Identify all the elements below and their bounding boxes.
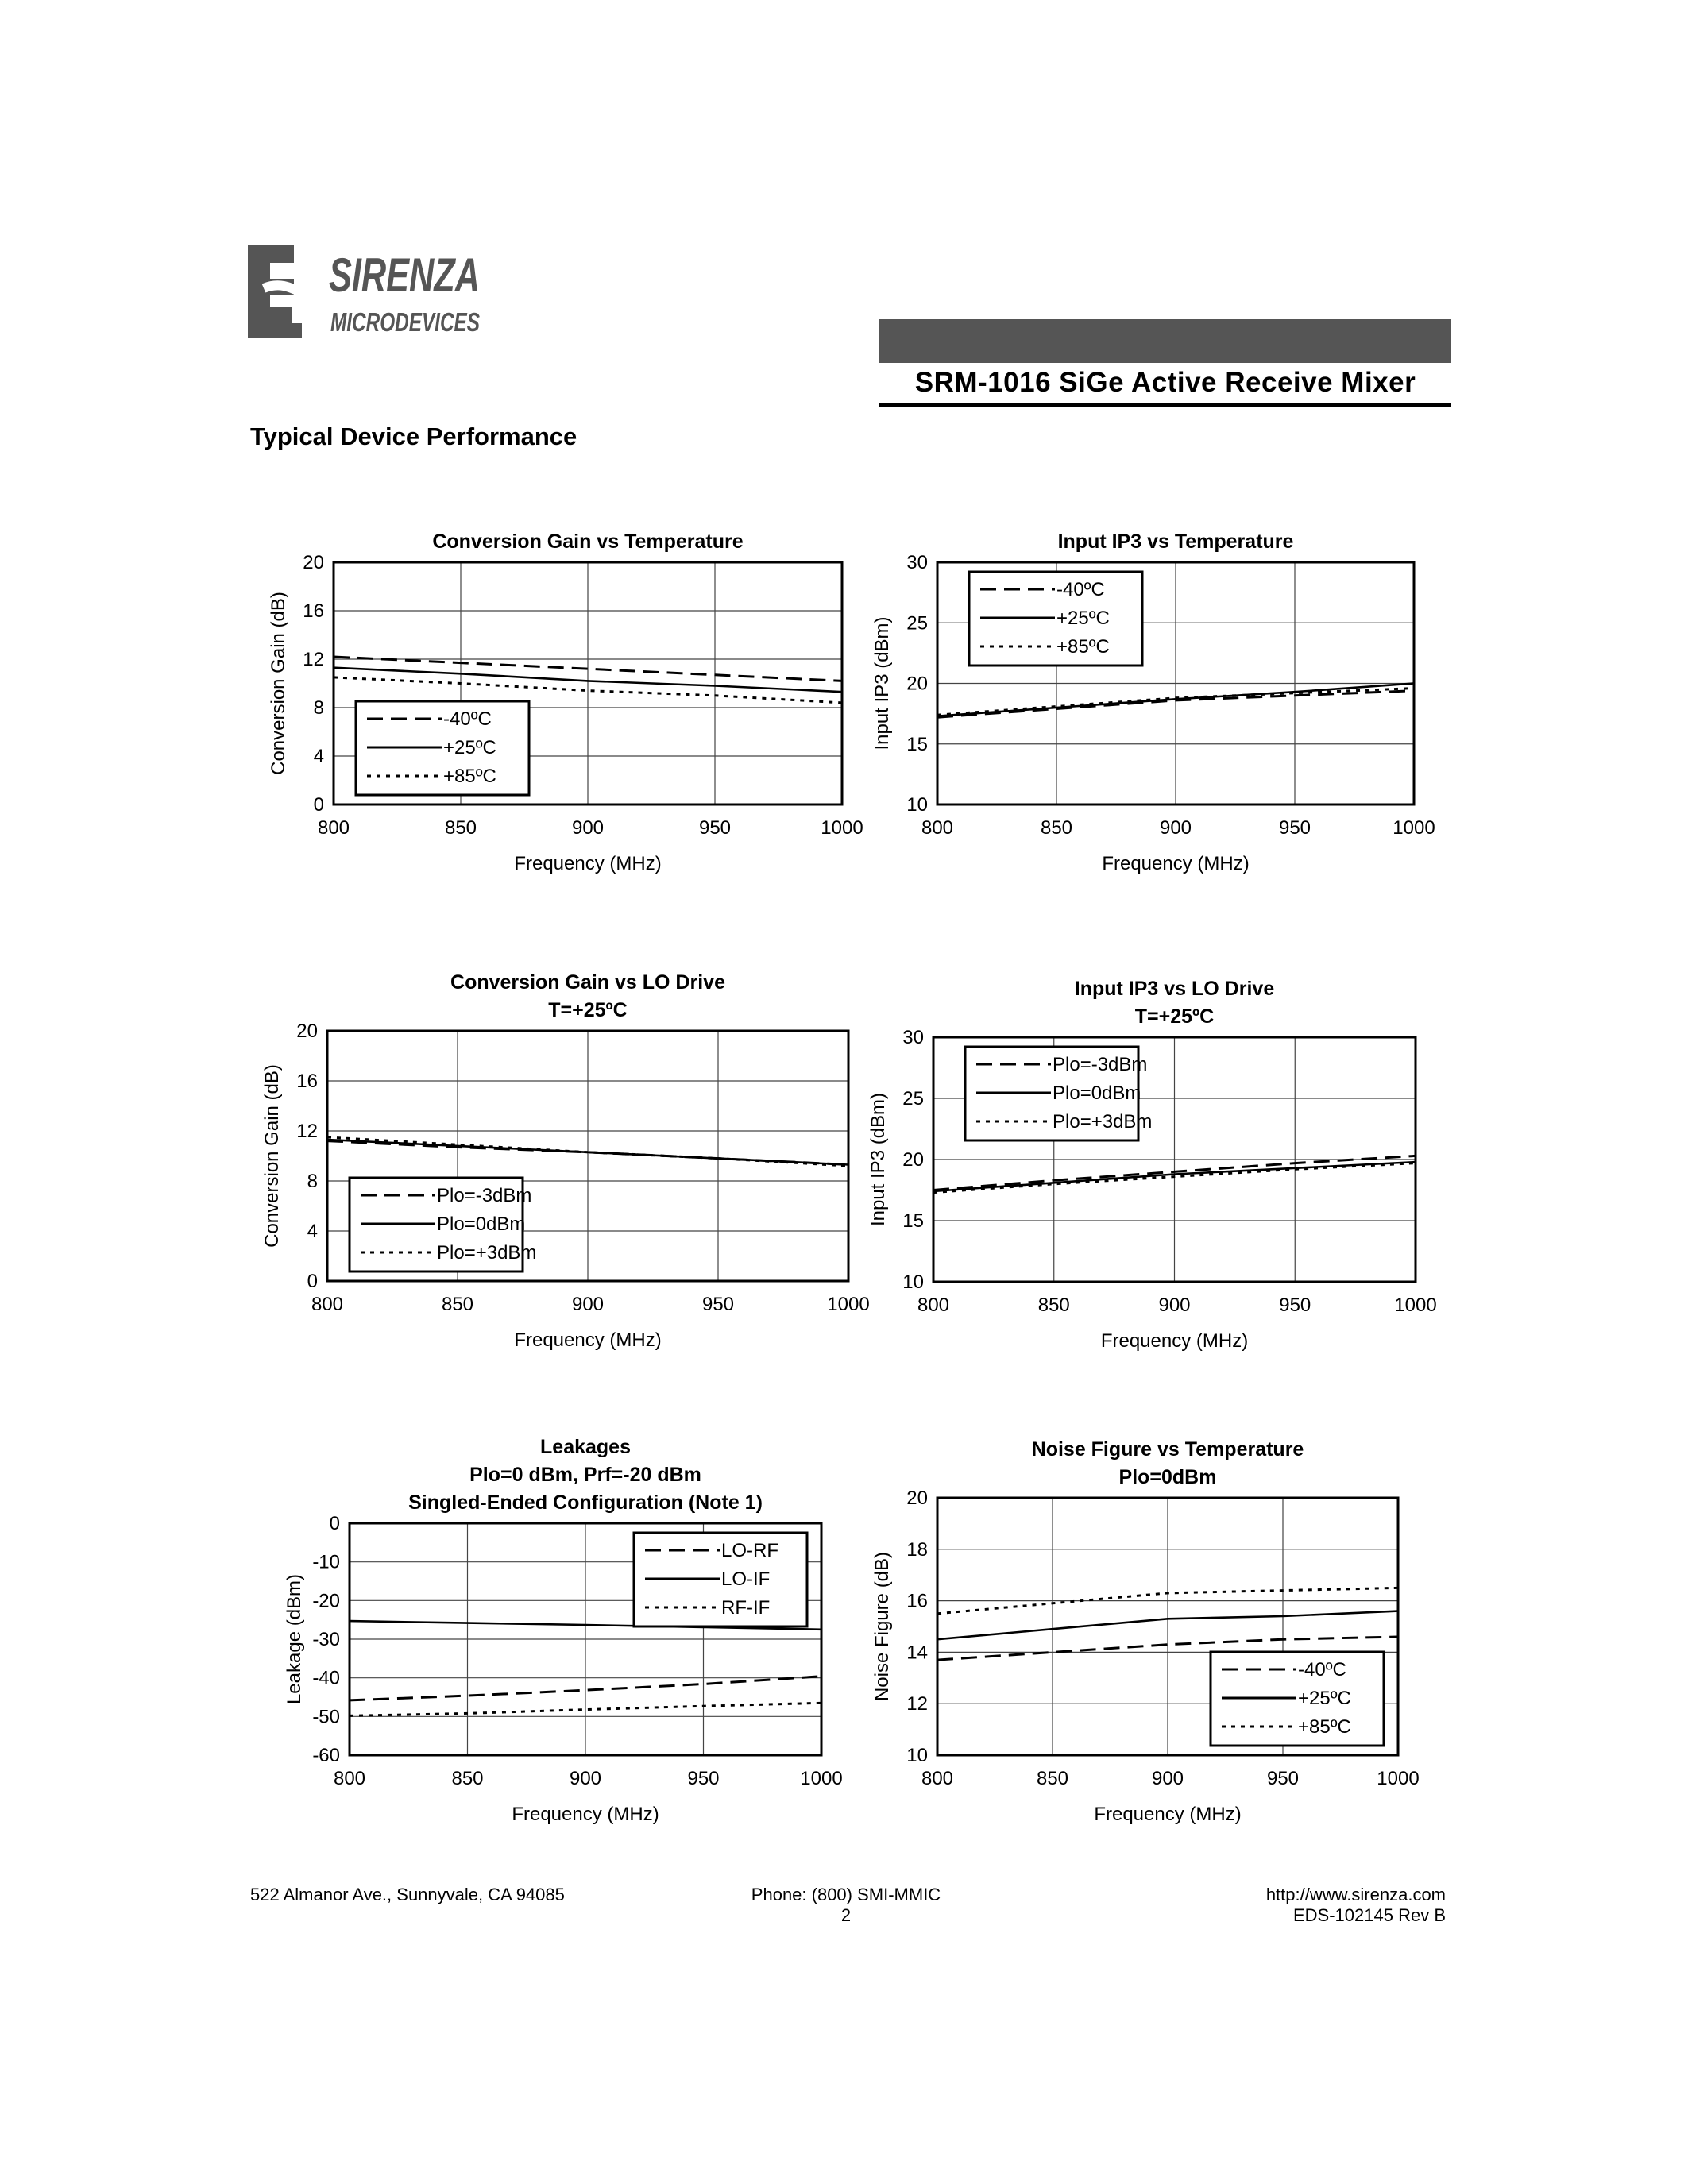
y-tick-label: -60 [312, 1745, 340, 1766]
y-tick-label: 12 [906, 1693, 928, 1715]
y-tick-label: 20 [906, 1488, 928, 1509]
y-tick-label: 10 [906, 1745, 928, 1766]
y-tick-label: -30 [312, 1629, 340, 1650]
y-tick-label: 25 [906, 612, 928, 635]
chart-svg [254, 1416, 842, 1843]
legend-label: LO-IF [721, 1569, 771, 1590]
x-tick-label: 850 [1040, 817, 1073, 839]
y-tick-label: 4 [307, 1221, 318, 1242]
y-axis-label: Input IP3 (dBm) [867, 1092, 889, 1227]
x-tick-label: 850 [444, 817, 477, 839]
chart-input-ip3-vs-lo-drive [858, 951, 1438, 1368]
y-tick-label: -50 [312, 1706, 340, 1728]
x-axis-label: Frequency (MHz) [1100, 1330, 1249, 1352]
x-tick-label: 800 [917, 1295, 950, 1316]
chart-title: Noise Figure vs Temperature [1031, 1438, 1304, 1461]
y-tick-label: 8 [313, 697, 324, 719]
chart-title: Input IP3 vs LO Drive [1074, 978, 1275, 1000]
chart-leakages [254, 1416, 842, 1843]
x-tick-label: 950 [698, 817, 732, 839]
legend-label: Plo=0dBm [1053, 1082, 1141, 1104]
legend-label: Plo=+3dBm [437, 1242, 537, 1264]
legend-label: -40ºC [1298, 1659, 1346, 1680]
chart-svg [858, 951, 1438, 1368]
y-tick-label: 12 [296, 1121, 318, 1142]
y-tick-label: 20 [906, 673, 928, 695]
chart-noise-figure-vs-temperature [858, 1416, 1430, 1843]
legend-label: RF-IF [721, 1597, 771, 1619]
x-tick-label: 1000 [1394, 1295, 1437, 1316]
x-tick-label: 950 [1279, 1295, 1311, 1316]
chart-svg [254, 951, 870, 1360]
section-title: Typical Device Performance [250, 423, 577, 450]
header-bar [879, 319, 1451, 363]
y-tick-label: 16 [906, 1590, 928, 1612]
chart-input-ip3-vs-temperature [858, 483, 1435, 896]
y-tick-label: 15 [902, 1210, 924, 1232]
chart-title: Conversion Gain vs Temperature [432, 531, 744, 553]
x-axis-label: Frequency (MHz) [1094, 1804, 1242, 1825]
y-tick-label: 18 [906, 1538, 928, 1561]
legend-label: +25ºC [1056, 608, 1110, 629]
x-tick-label: 1000 [1377, 1768, 1420, 1789]
y-tick-label: 25 [902, 1088, 924, 1109]
x-tick-label: 950 [687, 1768, 720, 1789]
y-tick-label: 10 [906, 794, 928, 816]
x-tick-label: 900 [569, 1768, 602, 1789]
y-axis-label: Noise Figure (dB) [871, 1551, 893, 1702]
footer-page-number: 2 [840, 1905, 852, 1925]
y-axis-label: Input IP3 (dBm) [871, 616, 893, 751]
x-tick-label: 900 [571, 817, 605, 839]
x-tick-label: 850 [1036, 1768, 1069, 1789]
footer-right [1266, 1885, 1446, 1926]
legend-label: Plo=+3dBm [1053, 1111, 1153, 1133]
footer-doc-id: EDS-102145 Rev B [1293, 1905, 1446, 1925]
x-tick-label: 900 [1159, 817, 1192, 839]
y-tick-label: 20 [902, 1149, 924, 1171]
y-axis-label: Conversion Gain (dB) [261, 1064, 283, 1248]
legend-label: -40ºC [443, 708, 492, 730]
legend-label: Plo=0dBm [437, 1214, 526, 1235]
chart-title: Plo=0dBm [1118, 1466, 1217, 1488]
y-tick-label: 14 [906, 1642, 928, 1664]
chart-title: Input IP3 vs Temperature [1057, 531, 1294, 553]
y-tick-label: 20 [303, 552, 324, 573]
x-tick-label: 950 [1266, 1768, 1300, 1789]
y-tick-label: -10 [312, 1551, 340, 1573]
footer-url[interactable]: http://www.sirenza.com [1265, 1885, 1446, 1904]
x-tick-label: 900 [1151, 1768, 1184, 1789]
chart-title: Singled-Ended Configuration (Note 1) [408, 1491, 763, 1514]
x-tick-label: 1000 [827, 1294, 870, 1315]
x-tick-label: 800 [317, 817, 350, 839]
y-tick-label: 30 [906, 552, 928, 573]
x-tick-label: 800 [921, 817, 954, 839]
x-axis-label: Frequency (MHz) [514, 1329, 662, 1351]
y-tick-label: 0 [307, 1271, 318, 1292]
x-tick-label: 900 [571, 1294, 605, 1315]
legend-label: +85ºC [443, 766, 496, 787]
x-tick-label: 800 [311, 1294, 344, 1315]
legend-label: -40ºC [1056, 579, 1105, 600]
logo-subname: MICRODEVICES [330, 307, 480, 337]
legend-label: +85ºC [1056, 636, 1110, 658]
x-axis-label: Frequency (MHz) [1102, 853, 1250, 874]
y-tick-label: 8 [307, 1171, 318, 1192]
y-axis-label: Leakage (dBm) [284, 1573, 305, 1705]
x-tick-label: 950 [1278, 817, 1311, 839]
sirenza-logo [246, 242, 500, 345]
legend-label: +25ºC [1298, 1688, 1351, 1709]
y-tick-label: 4 [313, 746, 324, 767]
x-axis-label: Frequency (MHz) [512, 1804, 659, 1825]
y-tick-label: 0 [329, 1513, 340, 1534]
legend-label: +25ºC [443, 737, 496, 758]
x-tick-label: 900 [1158, 1295, 1191, 1316]
x-tick-label: 1000 [800, 1768, 843, 1789]
y-axis-label: Conversion Gain (dB) [268, 592, 289, 775]
chart-title: Conversion Gain vs LO Drive [450, 971, 725, 994]
x-tick-label: 850 [1037, 1295, 1070, 1316]
chart-title: T=+25ºC [548, 999, 628, 1021]
y-tick-label: 30 [902, 1027, 924, 1048]
y-tick-label: 20 [296, 1021, 318, 1042]
x-tick-label: 1000 [821, 817, 863, 839]
chart-title: T=+25ºC [1134, 1005, 1215, 1028]
y-tick-label: 15 [906, 733, 928, 755]
x-tick-label: 850 [451, 1768, 484, 1789]
x-axis-label: Frequency (MHz) [514, 853, 662, 874]
y-tick-label: 12 [303, 649, 324, 670]
x-tick-label: 950 [701, 1294, 735, 1315]
legend-label: +85ºC [1298, 1716, 1351, 1738]
y-tick-label: 16 [303, 600, 324, 622]
chart-svg [858, 1416, 1430, 1843]
footer-center [715, 1885, 977, 1926]
chart-title: Leakages [540, 1436, 631, 1458]
x-tick-label: 1000 [1393, 817, 1435, 839]
chart-title: Plo=0 dBm, Prf=-20 dBm [469, 1464, 701, 1486]
logo-name: SIRENZA [329, 249, 480, 302]
footer-address: 522 Almanor Ave., Sunnyvale, CA 94085 [250, 1885, 565, 1904]
x-tick-label: 850 [441, 1294, 474, 1315]
x-tick-label: 800 [921, 1768, 954, 1789]
chart-conversion-gain-vs-temperature [254, 483, 863, 896]
y-tick-label: 16 [296, 1071, 318, 1092]
x-tick-label: 800 [333, 1768, 366, 1789]
document-title: SRM-1016 SiGe Active Receive Mixer [879, 363, 1451, 407]
y-tick-label: -20 [312, 1590, 340, 1612]
footer-phone: Phone: (800) SMI-MMIC [751, 1885, 941, 1904]
legend-label: LO-RF [721, 1540, 778, 1561]
y-tick-label: 10 [902, 1271, 924, 1293]
chart-svg [254, 483, 863, 896]
chart-conversion-gain-vs-lo-drive [254, 951, 870, 1360]
legend-label: Plo=-3dBm [1053, 1054, 1148, 1075]
y-tick-label: -40 [312, 1667, 340, 1689]
y-tick-label: 0 [313, 794, 324, 816]
legend-label: Plo=-3dBm [437, 1185, 532, 1206]
chart-svg [858, 483, 1435, 896]
